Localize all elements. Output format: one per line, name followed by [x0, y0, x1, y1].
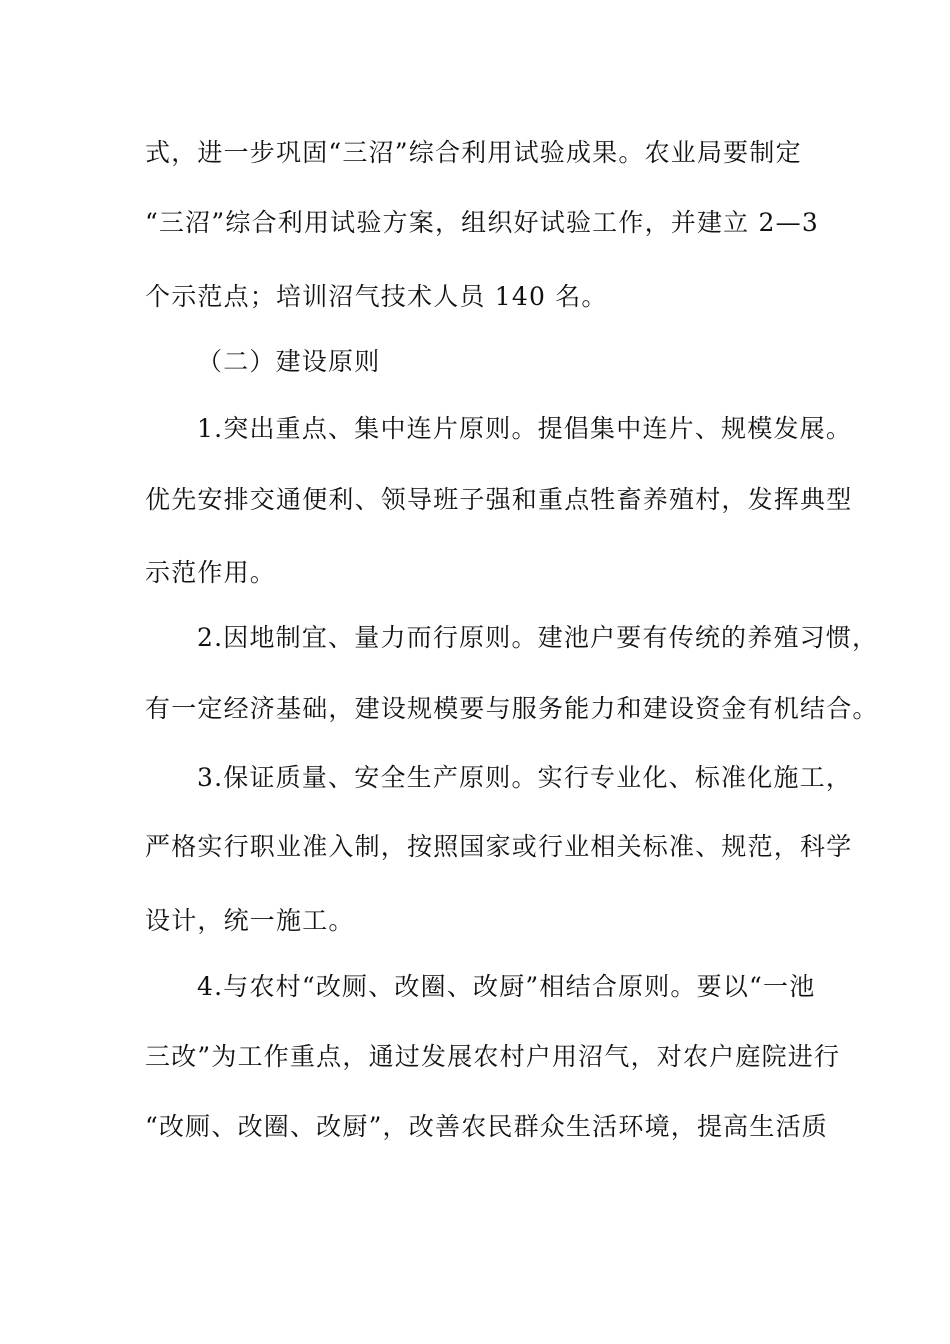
principle-4-line-2: 三改”为工作重点，通过发展农村户用沼气，对农户庭院进行	[145, 1042, 841, 1071]
principle-1-line-2: 优先安排交通便利、领导班子强和重点牲畜养殖村，发挥典型	[145, 485, 853, 514]
principle-3-line-2: 严格实行职业准入制，按照国家或行业相关标准、规范，科学	[145, 832, 853, 861]
principle-3-line-3: 设计，统一施工。	[145, 906, 355, 935]
principle-1-line-3: 示范作用。	[145, 558, 277, 587]
text-line-2: “三沼”综合利用试验方案，组织好试验工作，并建立 2—3	[145, 208, 819, 237]
text-line-1: 式，进一步巩固“三沼”综合利用试验成果。农业局要制定	[145, 138, 802, 167]
principle-2-line-2: 有一定经济基础，建设规模要与服务能力和建设资金有机结合。	[145, 694, 879, 723]
principle-3-line-1: 3.保证质量、安全生产原则。实行专业化、标准化施工，	[197, 763, 853, 792]
principle-4-line-3: “改厕、改圈、改厨”，改善农民群众生活环境，提高生活质	[145, 1112, 828, 1141]
text-line-3: 个示范点；培训沼气技术人员 140 名。	[145, 282, 608, 311]
principle-2-line-1: 2.因地制宜、量力而行原则。建池户要有传统的养殖习惯，	[197, 623, 879, 652]
principle-4-line-1: 4.与农村“改厕、改圈、改厨”相结合原则。要以“一池	[197, 972, 816, 1001]
section-heading: （二）建设原则	[197, 347, 381, 376]
principle-1-line-1: 1.突出重点、集中连片原则。提倡集中连片、规模发展。	[197, 414, 853, 443]
